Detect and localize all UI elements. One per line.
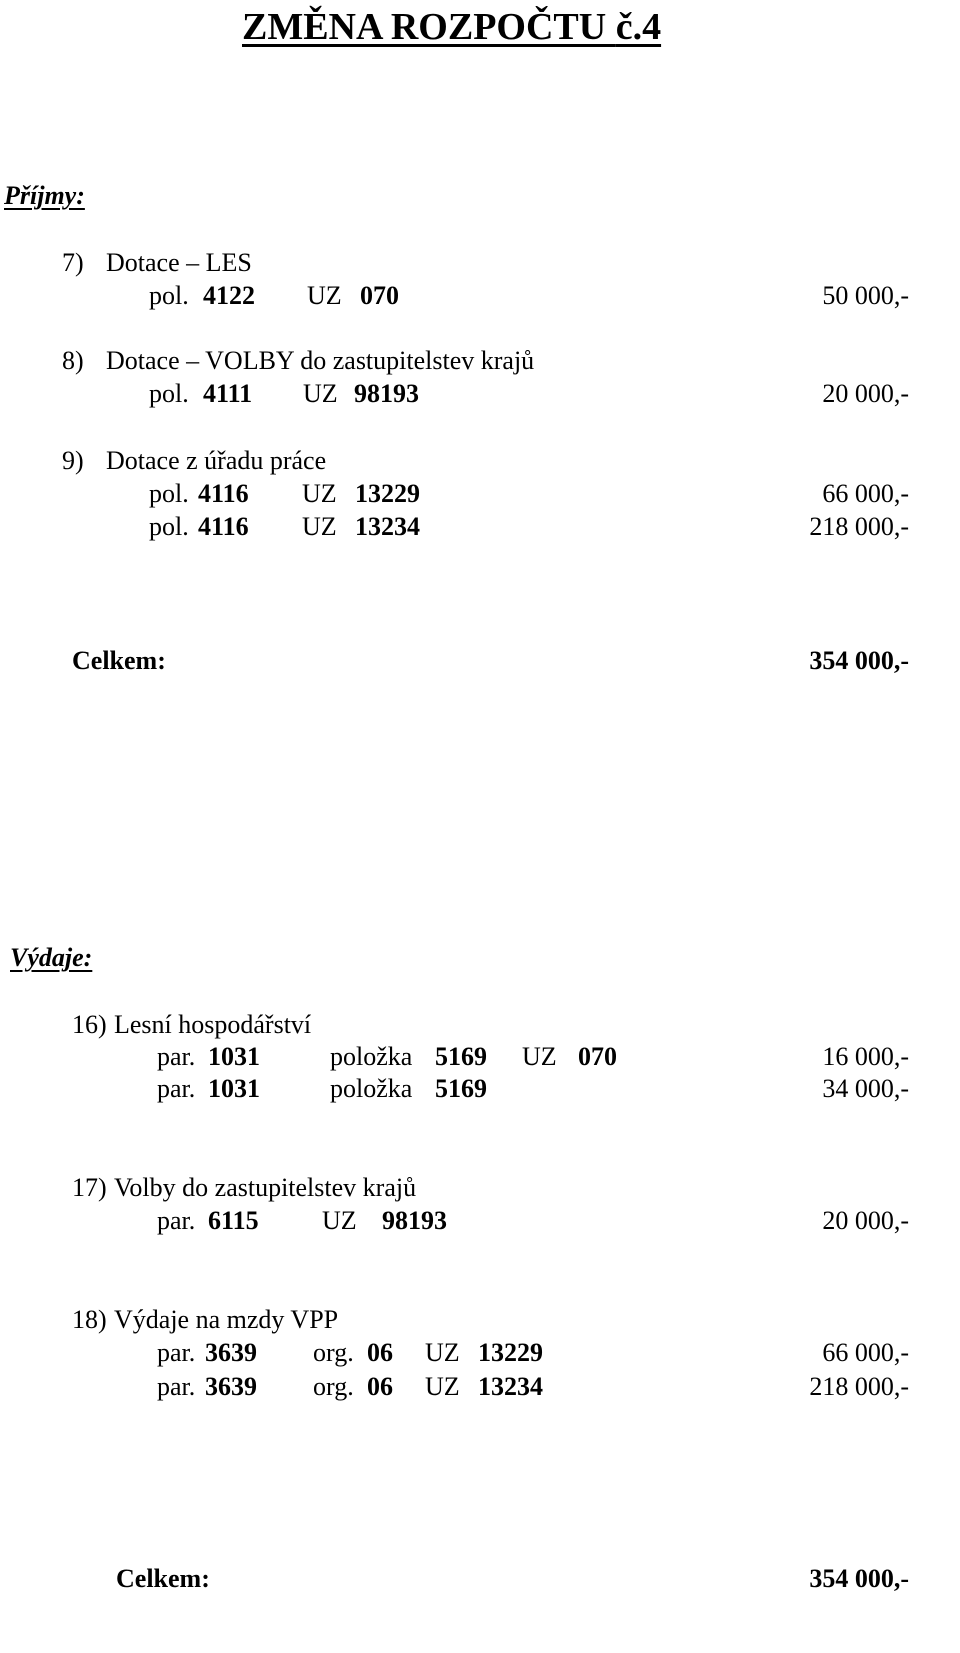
expense-uz-code: 070: [578, 1042, 617, 1071]
expense-par-code: 1031: [208, 1074, 260, 1103]
expense-org-label: org.: [313, 1372, 354, 1401]
expense-amount: 218 000,-: [809, 1372, 909, 1401]
expense-pol-code: 5169: [435, 1074, 487, 1103]
expense-item-num: 17): [72, 1173, 107, 1202]
expense-par-label: par.: [157, 1206, 196, 1235]
expense-uz-label: UZ: [322, 1206, 357, 1235]
expense-par-code: 3639: [205, 1372, 257, 1401]
expense-item-name: Lesní hospodářství: [114, 1010, 312, 1039]
income-uz-code: 13229: [355, 479, 420, 508]
income-uz-code: 13234: [355, 512, 420, 541]
expense-amount: 20 000,-: [822, 1206, 909, 1235]
income-total-amount: 354 000,-: [809, 646, 909, 675]
expense-par-label: par.: [157, 1042, 196, 1071]
income-uz-label: UZ: [302, 512, 337, 541]
income-amount: 218 000,-: [809, 512, 909, 541]
expense-uz-label: UZ: [522, 1042, 557, 1071]
expense-amount: 66 000,-: [822, 1338, 909, 1367]
expense-item-name: Volby do zastupitelstev krajů: [114, 1173, 417, 1202]
income-pol-code: 4122: [203, 281, 255, 310]
page-title: [242, 8, 661, 46]
expense-item-num: 18): [72, 1305, 107, 1334]
expenses-heading: Výdaje:: [10, 943, 93, 972]
page-title-number: č.4: [615, 6, 662, 48]
expense-org-label: org.: [313, 1338, 354, 1367]
income-uz-label: UZ: [302, 479, 337, 508]
income-uz-code: 98193: [354, 379, 419, 408]
expense-uz-code: 13229: [478, 1338, 543, 1367]
expense-org-code: 06: [367, 1338, 393, 1367]
income-heading: Příjmy:: [4, 181, 85, 210]
expenses-total-amount: 354 000,-: [809, 1564, 909, 1593]
income-pol-label: pol.: [149, 379, 189, 408]
expense-org-code: 06: [367, 1372, 393, 1401]
expense-pol-label: položka: [330, 1042, 413, 1071]
expense-par-code: 3639: [205, 1338, 257, 1367]
expense-par-label: par.: [157, 1338, 196, 1367]
income-pol-code: 4116: [198, 479, 249, 508]
income-amount: 66 000,-: [822, 479, 909, 508]
expense-pol-label: položka: [330, 1074, 413, 1103]
expenses-total-label: Celkem:: [116, 1564, 210, 1593]
expense-item-num: 16): [72, 1010, 107, 1039]
income-pol-code: 4111: [203, 379, 253, 408]
page-title-text: ZMĚNA ROZPOČTU: [242, 6, 616, 48]
income-item-num: 8): [62, 346, 84, 375]
expense-par-label: par.: [157, 1074, 196, 1103]
expense-amount: 34 000,-: [822, 1074, 909, 1103]
income-item-name: Dotace – LES: [106, 248, 252, 277]
income-amount: 50 000,-: [822, 281, 909, 310]
expense-item-name: Výdaje na mzdy VPP: [114, 1305, 339, 1334]
income-uz-label: UZ: [303, 379, 338, 408]
expense-uz-code: 98193: [382, 1206, 447, 1235]
income-pol-label: pol.: [149, 512, 189, 541]
income-pol-label: pol.: [149, 479, 189, 508]
expense-uz-label: UZ: [425, 1338, 460, 1367]
income-pol-label: pol.: [149, 281, 189, 310]
expense-uz-code: 13234: [478, 1372, 543, 1401]
income-uz-code: 070: [360, 281, 399, 310]
expense-par-label: par.: [157, 1372, 196, 1401]
income-item-name: Dotace – VOLBY do zastupitelstev krajů: [106, 346, 535, 375]
expense-par-code: 1031: [208, 1042, 260, 1071]
expense-amount: 16 000,-: [822, 1042, 909, 1071]
income-amount: 20 000,-: [822, 379, 909, 408]
income-pol-code: 4116: [198, 512, 249, 541]
expense-uz-label: UZ: [425, 1372, 460, 1401]
income-item-num: 7): [62, 248, 84, 277]
expense-par-code: 6115: [208, 1206, 259, 1235]
expense-pol-code: 5169: [435, 1042, 487, 1071]
income-uz-label: UZ: [307, 281, 342, 310]
income-item-name: Dotace z úřadu práce: [106, 446, 327, 475]
income-item-num: 9): [62, 446, 84, 475]
income-total-label: Celkem:: [72, 646, 166, 675]
